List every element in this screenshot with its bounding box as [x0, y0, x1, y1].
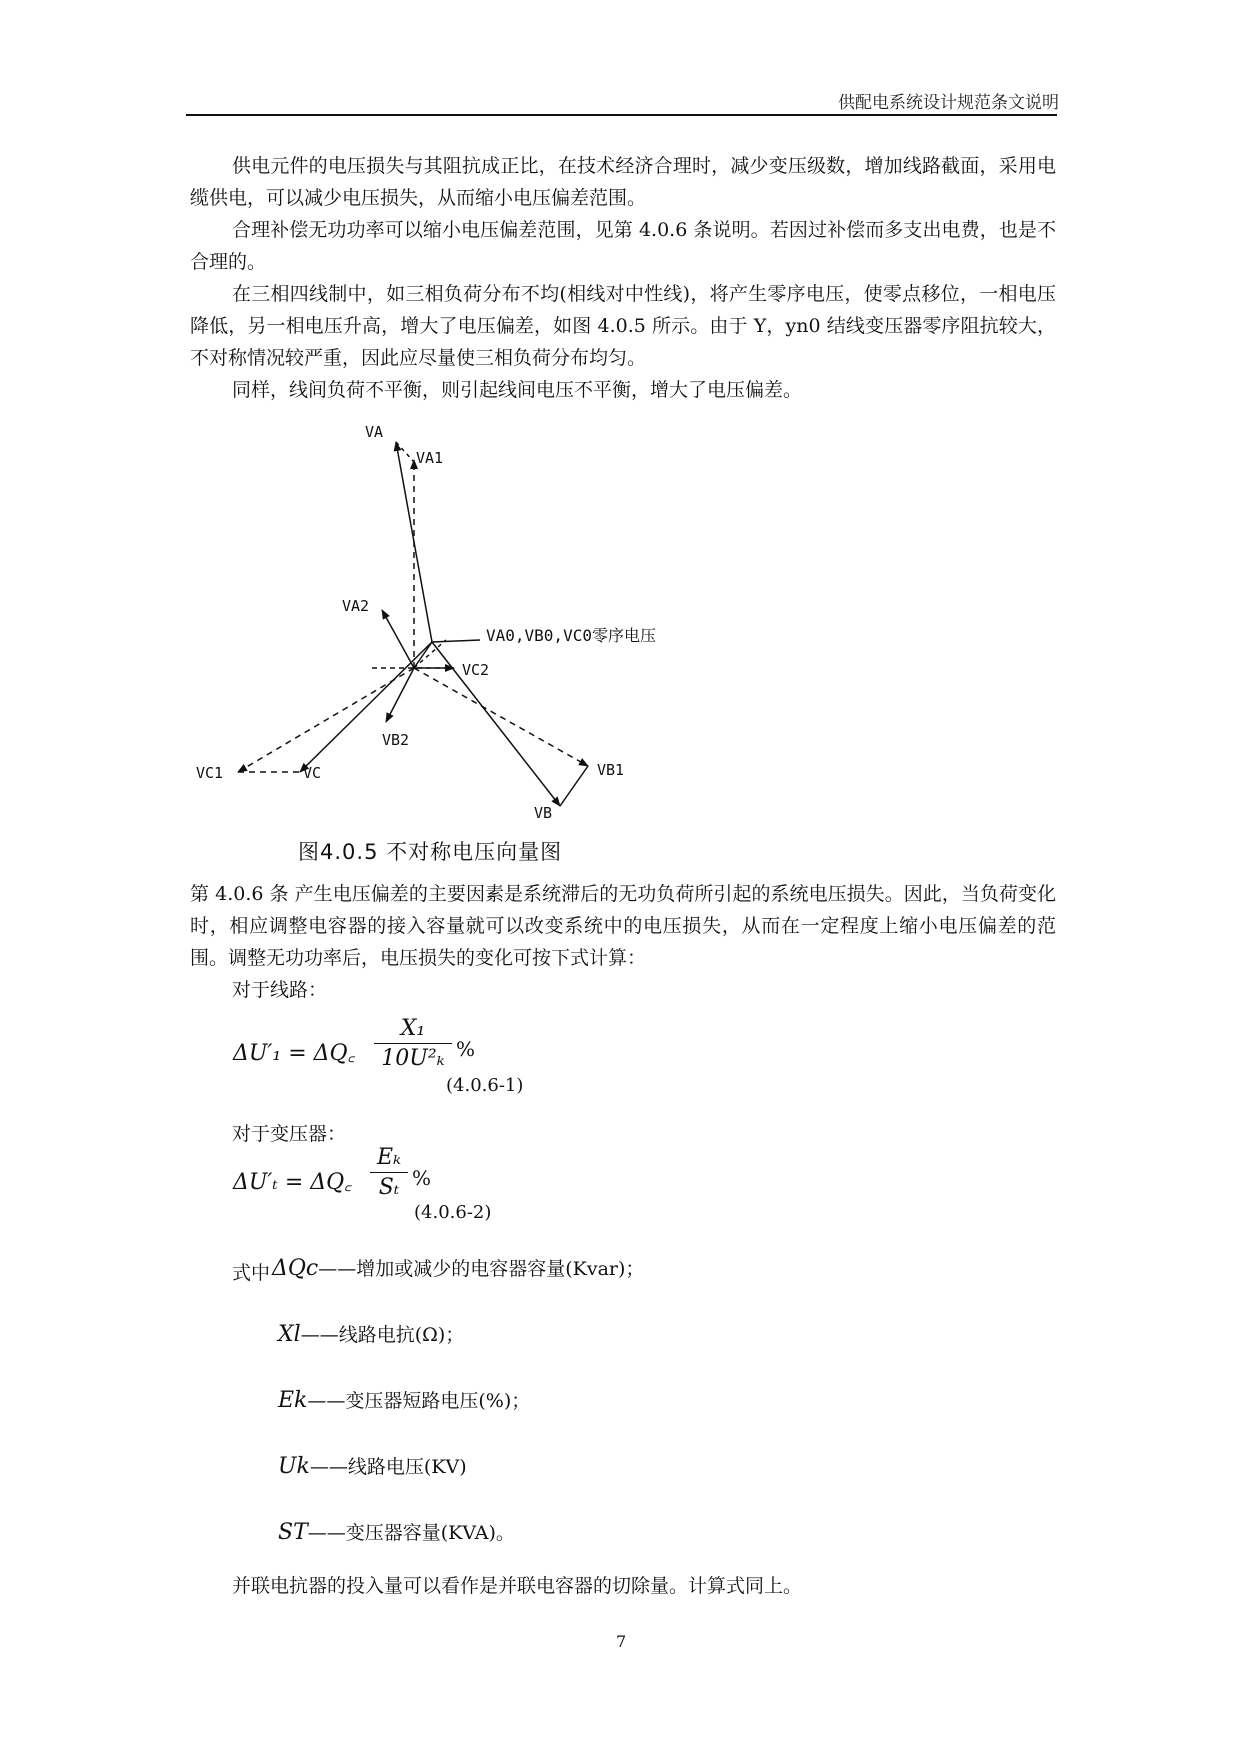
figure-caption: 图4.0.5 不对称电压向量图 [298, 840, 563, 864]
definitions-intro: 式中 [232, 1262, 271, 1284]
page-number: 7 [616, 1632, 627, 1651]
phasor-va2 [382, 610, 414, 668]
label-vb1: VB1 [597, 761, 625, 779]
phasor-vb [432, 642, 560, 806]
definition-symbol: ΔQc [272, 1256, 319, 1281]
label-vc2: VC2 [462, 661, 490, 679]
definition-text: ——增加或减少的电容器容量(Kvar)； [318, 1258, 645, 1280]
paragraph-3: 在三相四线制中，如三相负荷分布不均(相线对中性线)，将产生零序电压，使零点移位，一相电压降低，另一相电压升高，增大了电压偏差，如图 4.0.5 所示。由于 Y，yn0 结线变压器零序阻抗较大，不对称情况较严重，因此应尽量使三相负荷分布均匀。 [190, 283, 1056, 369]
eq1-numerator: X₁ [374, 1016, 452, 1044]
eq2-denominator: Sₜ [378, 1175, 400, 1200]
definition-symbol: ST [278, 1520, 308, 1545]
eq2-numerator: Eₖ [370, 1145, 408, 1173]
eq2-lhs: ΔU′ₜ = ΔQ꜀ [233, 1170, 352, 1195]
definition-delta-qc [272, 1254, 644, 1281]
paragraph-1: 供电元件的电压损失与其阻抗成正比，在技术经济合理时，减少变压级数，增加线路截面，采用电缆供电，可以减少电压损失，从而缩小电压偏差范围。 [190, 155, 1056, 209]
definition-symbol: Ek [278, 1388, 308, 1413]
definition-ek [278, 1386, 530, 1413]
paragraph-2: 合理补偿无功功率可以缩小电压偏差范围，见第 4.0.6 条说明。若因过补偿而多支出电费，也是不合理的。 [190, 219, 1056, 273]
definition-text: ——变压器容量(KVA)。 [307, 1522, 515, 1544]
definition-xl [278, 1320, 464, 1347]
page-header-title: 供配电系统设计规范条文说明 [838, 93, 1059, 113]
definition-symbol: Xl [278, 1322, 301, 1347]
for-line-label: 对于线路： [232, 979, 328, 1001]
label-vb2: VB2 [382, 731, 410, 749]
eq2-unit: % [412, 1166, 432, 1190]
paragraph-4: 同样，线间负荷不平衡，则引起线间电压不平衡，增大了电压偏差。 [232, 379, 803, 401]
eq1-unit: % [456, 1037, 476, 1061]
eq2-number: (4.0.6-2) [414, 1202, 492, 1223]
definition-text: ——变压器短路电压(%)； [307, 1390, 531, 1412]
eq1-lhs: ΔU′₁ = ΔQ꜀ [233, 1041, 356, 1066]
label-vb: VB [534, 804, 553, 822]
definition-symbol: Uk [278, 1454, 310, 1479]
closing-paragraph: 并联电抗器的投入量可以看作是并联电容器的切除量。计算式同上。 [232, 1575, 803, 1597]
eq1-denominator: 10U²ₖ [381, 1046, 445, 1071]
label-va: VA [365, 423, 384, 441]
label-va1: VA1 [416, 449, 444, 467]
eq1-number: (4.0.6-1) [446, 1075, 524, 1096]
definition-text: ——线路电压(KV) [309, 1456, 467, 1478]
phasor-vc [300, 642, 432, 772]
article-4-0-6: 第 4.0.6 条 产生电压偏差的主要因素是系统滞后的无功负荷所引起的系统电压损失。因此，当负荷变化时，相应调整电容器的接入容量就可以改变系统中的电压损失，从而在一定程度上缩小电压偏差的范围。调整无功功率后，电压损失的变化可按下式计算： [190, 883, 1056, 969]
for-transformer-label: 对于变压器： [232, 1123, 347, 1145]
label-vc: VC [303, 764, 322, 782]
label-zero-seq: VA0,VB0,VC0零序电压 [486, 626, 656, 645]
definition-st [278, 1518, 515, 1545]
definition-uk [278, 1452, 467, 1479]
definition-text: ——线路电抗(Ω)； [300, 1324, 465, 1346]
label-va2: VA2 [342, 597, 370, 615]
label-vc1: VC1 [196, 764, 224, 782]
